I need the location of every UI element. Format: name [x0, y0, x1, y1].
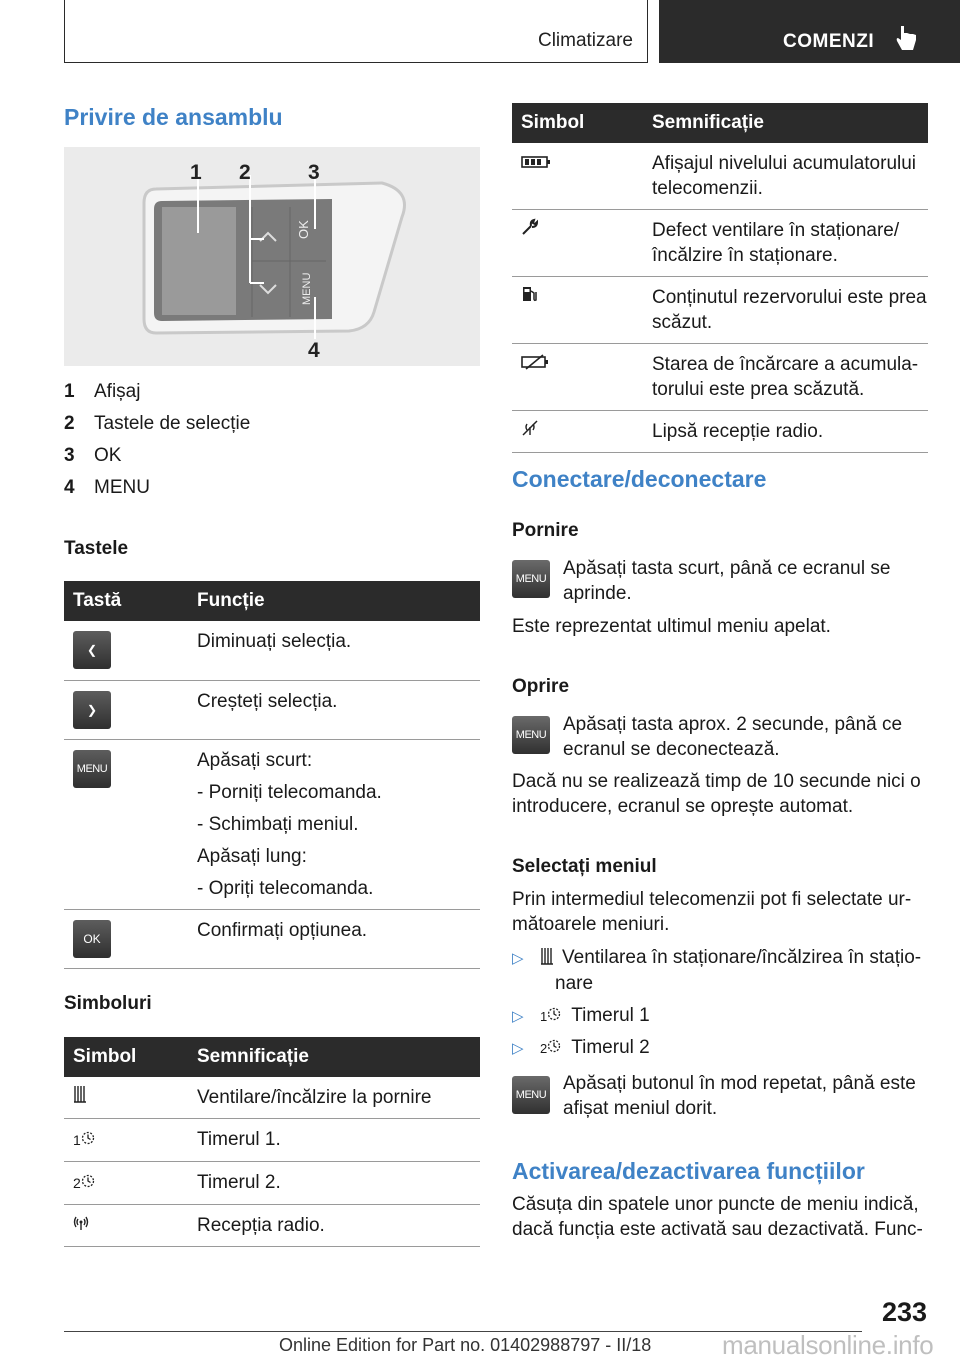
arrow-right-key-icon: ❯	[73, 691, 111, 729]
legend-item	[64, 413, 250, 435]
key-function-text: Confirmați opțiunea.	[188, 909, 480, 968]
ok-key-label: OK	[296, 220, 311, 239]
menu-key-icon: MENU	[512, 716, 550, 754]
list-item	[512, 1003, 928, 1029]
symbol-meaning: Afișajul nivelului acumulatorului telecomenzii.	[643, 143, 928, 210]
ok-key-icon: OK	[73, 920, 111, 958]
overview-title: Privire de ansamblu	[64, 104, 283, 130]
timer-2-icon	[547, 1039, 561, 1053]
line: - Opriți telecomanda.	[197, 877, 374, 899]
bullet-triangle-icon: ▷	[512, 1040, 524, 1057]
header-section-box	[64, 0, 648, 63]
table-row	[512, 277, 928, 344]
keys-table	[64, 581, 480, 969]
symbols-col-header: Simbol	[64, 1037, 188, 1077]
table-row	[64, 1162, 480, 1205]
legend-text: Afișaj	[94, 381, 141, 402]
wrench-icon	[521, 218, 539, 236]
menu-key-icon: MENU	[512, 1076, 550, 1114]
header-section-title: Climatizare	[537, 30, 633, 51]
key-function-text: Diminuați selecția.	[188, 621, 480, 680]
legend-num: 4	[64, 477, 75, 498]
line: Apăsați lung:	[197, 845, 307, 867]
list-item	[512, 1035, 928, 1061]
off-heading: Oprire	[512, 676, 570, 697]
bullet-triangle-icon: ▷	[512, 1008, 524, 1025]
symbol-meaning: Defect ventilare în staționare/ încălzire în staționare.	[643, 210, 928, 277]
keys-col-header: Tastă	[64, 581, 188, 621]
line: - Schimbați meniul.	[197, 813, 359, 835]
select-menu-intro: Prin intermediul telecomenzii pot fi selectate ur-mătoarele meniuri.	[512, 889, 912, 935]
header-chapter-label: COMENZI	[783, 31, 875, 52]
ventilation-heating-icon	[540, 947, 554, 965]
footer-watermark: manualsonline.info	[722, 1330, 934, 1360]
legend-num: 1	[64, 381, 75, 402]
timer-prefix: 2	[73, 1175, 81, 1191]
legend-text: MENU	[94, 477, 150, 498]
radio-reception-icon	[73, 1215, 89, 1231]
menu-key-icon: MENU	[512, 560, 550, 598]
key-function-text: Creșteți selecția.	[188, 680, 480, 739]
symbol-meaning: Timerul 1.	[188, 1119, 480, 1162]
timer-1-icon	[81, 1131, 95, 1145]
menu-item-text-cont: nare	[555, 973, 594, 994]
page-number: 233	[881, 1297, 927, 1327]
legend-item	[64, 477, 150, 499]
menu-item-text: Timerul 1	[571, 1005, 650, 1026]
footer-edition: Online Edition for Part no. 01402988797 - II/18	[279, 1335, 652, 1355]
battery-icon	[521, 155, 551, 169]
menu-item-text: Ventilarea în staționare/încălzirea în stațio-	[562, 947, 922, 968]
callout-3: 3	[308, 161, 320, 184]
timer-prefix: 1	[540, 1009, 548, 1024]
menu-item-text: Timerul 2	[571, 1037, 650, 1058]
activate-text: Căsuța din spatele unor puncte de meniu indică, dacă funcția este activată sau dezactivată. Func-	[512, 1194, 923, 1240]
table-row	[512, 210, 928, 277]
activate-title: Activarea/dezactivarea funcțiilor	[512, 1158, 865, 1184]
select-menu-heading: Selectați meniul	[512, 856, 657, 877]
symbols-col-header: Simbol	[512, 103, 643, 143]
remote-control-illustration	[64, 147, 480, 366]
callout-1: 1	[190, 161, 202, 184]
table-row	[512, 344, 928, 411]
timer-prefix: 1	[73, 1132, 81, 1148]
list-item	[512, 945, 928, 996]
remote-control-figure	[64, 147, 480, 366]
table-row	[64, 1205, 480, 1247]
symbol-meaning: Ventilare/încălzire la pornire	[188, 1077, 480, 1119]
bullet-triangle-icon: ▷	[512, 950, 524, 967]
callout-4: 4	[308, 339, 320, 362]
table-row	[64, 621, 480, 680]
on-heading: Pornire	[512, 520, 579, 541]
off-note-text: Dacă nu se realizează timp de 10 secunde nici o introducere, ecranul se oprește automat.	[512, 771, 921, 817]
battery-low-icon	[521, 354, 549, 370]
hand-pointer-icon	[895, 24, 919, 54]
legend-text: Tastele de selecție	[94, 413, 251, 434]
table-row	[512, 411, 928, 453]
no-radio-icon	[521, 419, 539, 437]
table-row	[64, 1119, 480, 1162]
connect-title: Conectare/deconectare	[512, 466, 767, 492]
on-note-text: Este reprezentat ultimul meniu apelat.	[512, 616, 831, 637]
symbols-col-header: Semnificație	[188, 1037, 480, 1077]
legend-num: 2	[64, 413, 75, 434]
key-function-text	[188, 739, 480, 909]
symbols-table-right	[512, 103, 928, 453]
ventilation-heating-icon	[73, 1085, 87, 1103]
timer-prefix: 2	[540, 1041, 548, 1056]
symbol-meaning: Recepția radio.	[188, 1205, 480, 1247]
line: Apăsați scurt:	[197, 749, 313, 771]
table-row	[64, 680, 480, 739]
off-step-text: Apăsați tasta aprox. 2 secunde, până ce ecranul se deconectează.	[563, 714, 903, 760]
on-step-text: Apăsați tasta scurt, până ce ecranul se aprinde.	[563, 558, 891, 604]
legend-text: OK	[94, 445, 122, 466]
arrow-left-key-icon: ❮	[73, 631, 111, 669]
symbol-meaning: Starea de încărcare a acumula-torului este prea scăzută.	[643, 344, 928, 411]
table-row	[64, 909, 480, 968]
legend-num: 3	[64, 445, 75, 466]
callout-2: 2	[239, 161, 251, 184]
table-row	[64, 1077, 480, 1119]
symbol-meaning: Conținutul rezervorului este prea scăzut.	[643, 277, 928, 344]
symbol-meaning: Timerul 2.	[188, 1162, 480, 1205]
table-row	[64, 739, 480, 909]
menu-key-label: MENU	[301, 272, 313, 305]
menu-key-icon: MENU	[73, 750, 111, 788]
line: - Porniți telecomanda.	[197, 781, 382, 803]
symbols-col-header: Semnificație	[643, 103, 928, 143]
fuel-icon	[521, 285, 539, 303]
timer-2-icon	[81, 1174, 95, 1188]
symbols-table-left	[64, 1037, 480, 1247]
keys-col-header: Funcție	[188, 581, 480, 621]
legend-item	[64, 445, 121, 467]
legend-item	[64, 381, 140, 403]
symbol-meaning: Lipsă recepție radio.	[643, 411, 928, 453]
select-menu-step: Apăsați butonul în mod repetat, până este afișat meniul dorit.	[563, 1073, 916, 1119]
timer-1-icon	[547, 1007, 561, 1021]
table-row	[512, 143, 928, 210]
header-chapter-tab	[659, 0, 960, 63]
symbols-heading: Simboluri	[64, 993, 152, 1014]
keys-heading: Tastele	[64, 538, 129, 559]
